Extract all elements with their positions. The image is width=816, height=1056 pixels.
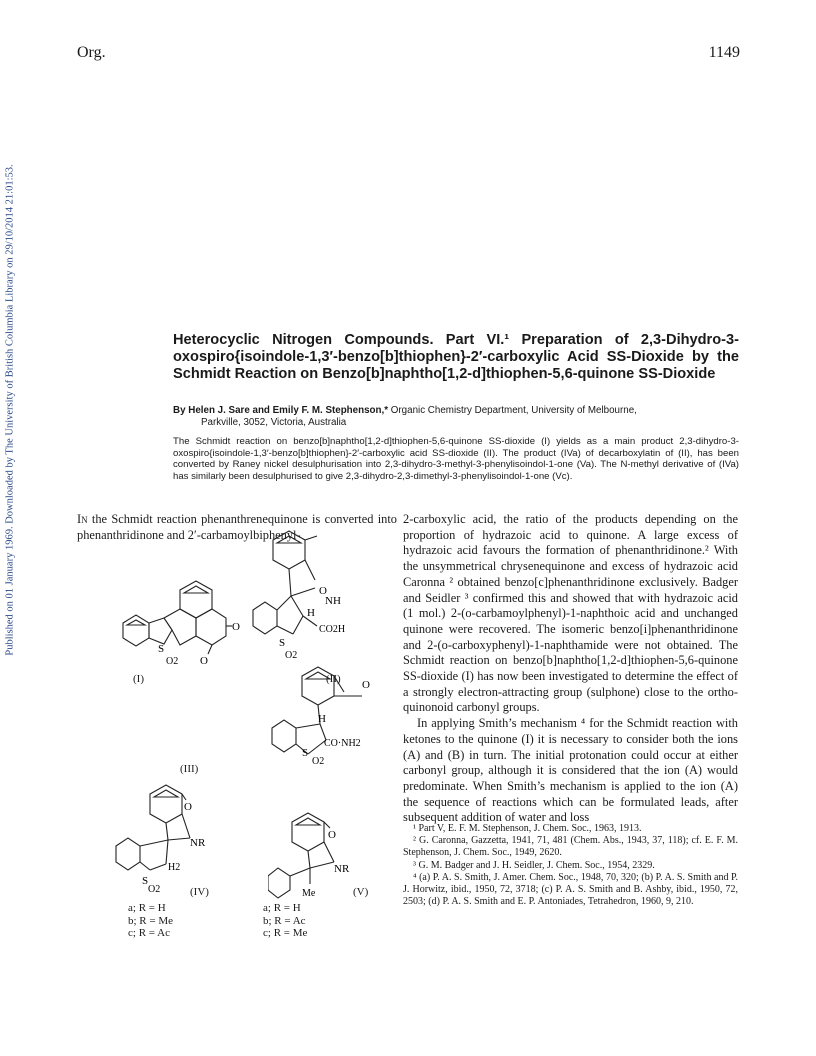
V-subst-b: b; R = Ac [263,914,306,927]
II-O: O [319,585,327,597]
footnote-2: ² G. Caronna, Gazzetta, 1941, 71, 481 (Chem. Abs., 1943, 37, 118); cf. E. F. M. Stephenson, J. Chem. Soc., 1949, 2620. [403,835,738,859]
footnotes [403,823,738,908]
structure-IV [110,782,230,892]
I-O-a: O [232,621,240,633]
II-O2: O2 [285,650,298,658]
label-IV: (IV) [190,886,209,898]
page-number: 1149 [708,44,740,61]
V-Me: Me [302,888,316,899]
III-O2: O2 [312,756,325,764]
IV-substituents [128,902,173,940]
II-NH: NH [325,595,341,607]
V-substituents [263,902,307,940]
affiliation: Organic Chemistry Department, University of Melbourne, [388,405,637,416]
V-NR: NR [334,863,350,875]
II-S: S [279,637,286,649]
IV-S: S [142,875,149,887]
right-column-body [403,512,738,826]
dropcap: In [77,512,88,526]
label-V: (V) [353,886,369,898]
V-O: O [328,829,336,841]
footnote-3: ³ G. M. Badger and J. H. Seidler, J. Chem. Soc., 1954, 2329. [413,859,655,871]
structure-I [108,548,248,668]
footnote-4: ⁴ (a) P. A. S. Smith, J. Amer. Chem. Soc., 1948, 70, 320; (b) P. A. S. Smith and P. J. Horwitz, ibid., 1950, 72, 3718; (c) P. A. S. Smith and B. Ashby, ibid., 1950, 72, 2503; (d) P. A. S. Smith and E. P. Antoniades, Tetrahedron, 1960, 9, 210. [403,871,738,908]
abstract: The Schmidt reaction on benzo[b]naphtho[1,2-d]thiophen-5,6-quinone SS-dioxide (I) yields as a main product 2,3-dihydro-3-oxospiro{isoindole-1,3′-benzo[b]thiophen}-2′-carboxylic acid SS-dioxide (II). The product (IVa) of decarboxylatin of (II), has been converted by Raney nickel desulphurisation into 2,3-dihydro-3-methyl-3-phenylisoindol-1-one (Va). The N-methyl derivative of (IVa) has similarly been desulphurised to give 2,3-dihydro-2,3-dimethyl-3-phenylisoindol-1-one (Vc). [173,436,739,482]
footnote-1: ¹ Part V, E. F. M. Stephenson, J. Chem. Soc., 1963, 1913. [413,823,642,834]
label-II: (II) [326,673,341,685]
label-III: (III) [180,763,199,775]
paragraph-2: In applying Smith’s mechanism ⁴ for the Schmidt reaction with ketones to the quinone (I) it is necessary to consider both the ions (A) and (B) in turn. The initial protonation could occur at either carbonyl group, although it is considered that the ion (A) would predominate. When Smith’s mechanism is applied to the ion (A) the sequence of reactions which can be formulated leads, after subsequent addition of water and loss [403,716,738,825]
III-O: O [362,679,370,691]
structure-III [262,664,392,764]
label-I: (I) [133,673,144,685]
journal-name: Org. [77,44,106,61]
I-O2: O2 [166,656,179,667]
I-S: S [158,643,165,655]
III-H: H [318,713,326,725]
structure-II [245,528,365,658]
IV-NR: NR [190,837,206,849]
I-O-b: O [200,655,208,667]
intro-text: the Schmidt reaction phenanthrenequinone is converted into phenanthridinone and 2′-carbamoylbiphenyl- [77,512,397,542]
V-subst-c: c; R = Me [263,927,308,939]
III-S: S [302,747,309,759]
II-CO2H: CO2H [319,624,346,635]
IV-H2: H2 [168,862,181,873]
IV-subst-c: c; R = Ac [128,927,170,939]
publication-watermark [0,160,20,660]
byline [173,405,739,429]
II-H: H [307,607,315,619]
IV-O: O [184,801,192,813]
watermark-text: Published on 01 January 1969. Downloaded by The University of British Columbia Library on 29/10/2014 21:01:53. [4,164,16,656]
III-CONH2: CO·NH2 [324,738,361,749]
paragraph-1: 2-carboxylic acid, the ratio of the products depending on the proportion of hydrazoic acid to quinone. A large excess of hydrazoic acid favours the formation of phenanthridinone.² With the unsymmetrical chrysenequinone and excess of hydrazoic acid Caronna ² obtained benzo[c]phenanthridinone exclusively. Badger and Seidler ³ confirmed this and showed that with hydrazoic acid (1 mol.) 2-(o-carbamoylphenyl)-1-naphthoic acid and unchanged quinone were recovered. The isomeric benzo[i]phenanthridinone and 2-(o-carboxyphenyl)-1-naphthamide were not obtained. The Schmidt reaction on benzo[b]naphtho[1,2-d]thiophen-5,6-quinone SS-dioxide (I) has now been investigated to determine the effect of a strongly electron-attracting group (sulphone) close to the ortho-quinonoid carbonyl groups. [403,512,738,715]
IV-subst-b: b; R = Me [128,914,174,927]
structure-V [268,810,388,900]
article-title: Heterocyclic Nitrogen Compounds. Part VI.¹ Preparation of 2,3-Dihydro-3-oxospiro{isoindole-1,3′-benzo[b]thiophen}-2′-carboxylic Acid SS-Dioxide by the Schmidt Reaction on Benzo[b]naphtho[1,2-d]thiophen-5,6-quinone SS-Dioxide [173,332,739,382]
authors: By Helen J. Sare and Emily F. M. Stephenson,* [173,405,389,416]
V-subst-a: a; R = H [263,902,301,914]
address: Parkville, 3052, Victoria, Australia [201,417,347,428]
IV-subst-a: a; R = H [128,902,166,914]
IV-O2: O2 [148,884,161,892]
